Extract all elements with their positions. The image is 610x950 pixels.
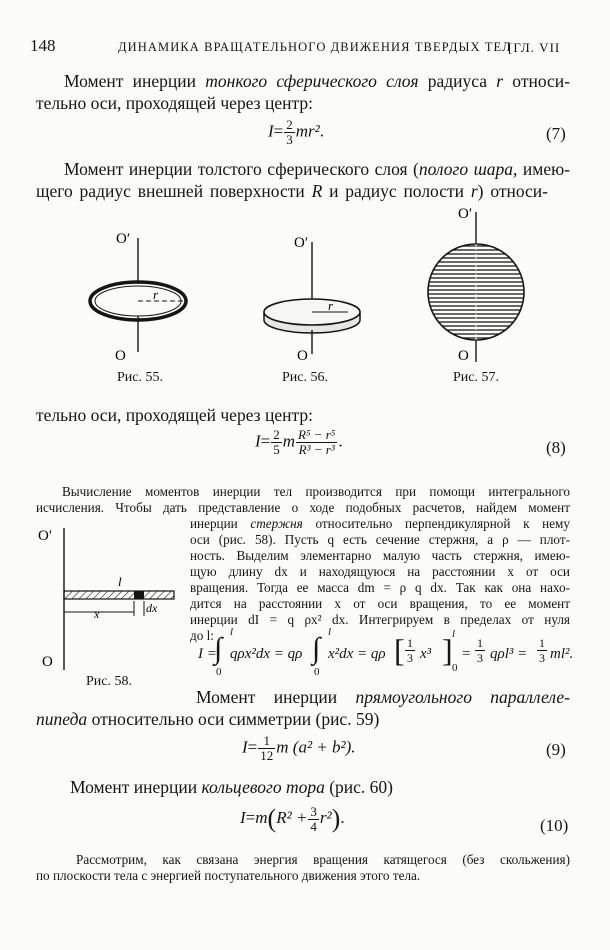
figure-56-caption: Рис. 56. [282,370,328,385]
figures-55-57 [0,0,610,400]
figure-58-bottom-label: O [42,654,53,670]
small-text-line-1: Вычисление моментов инерции тел производится при помощи интегрального [62,484,570,499]
equation-9-number: (9) [546,740,566,759]
paragraph-1-line-1: Момент инерции тонкого сферического слоя радиуса r относи- [64,71,570,91]
figure-57-top-label: O′ [458,206,473,222]
figure-55-caption: Рис. 55. [117,370,163,385]
paragraph-5: Момент инерции кольцевого тора (рис. 60) [70,777,394,797]
small-text-line-2: исчисления. Чтобы дать представление о ходе подобных расчетов, найдем момент [36,500,570,515]
figure-55-ring [90,238,186,352]
figure-56-top-label: O′ [294,235,309,251]
figure-58-x-label: x [94,607,100,621]
paragraph-2-line-1: Момент инерции толстого сферического слоя (полого шара, имею- [64,159,571,179]
chapter-label: [ГЛ. VII [508,40,561,55]
small-text-line-9: инерции dI = q ρx² dx. Интегрируем в пределах от нуля [190,612,570,627]
paragraph-2-line-2: щего радиус внешней поверхности R и радиус полости r) относи- [36,181,549,201]
equation-8: I= $\frac{2}{5}$ m $\frac{\text{R⁵ − r⁵}}{\text{R³ − r³}}$ . [255,427,343,457]
small-text-line-6: щую длину dx и находящуюся на расстоянии x от оси [190,564,570,579]
page-number: 148 [30,36,56,55]
figure-58-caption: Рис. 58. [86,674,132,689]
small-text-line-7: вращения. Тогда ее масса dm = ρ q dx. Так как она нахо- [190,580,570,595]
figure-56-disk [264,242,360,354]
paragraph-1-line-2: тельно оси, проходящей через центр: [36,93,313,113]
small-text-line-10: до l: [190,628,214,643]
equation-7-number: (7) [546,124,566,143]
figure-57-sphere [428,212,524,362]
figure-56-bottom-label: O [297,348,308,364]
figure-55-top-label: O′ [116,231,131,247]
figure-56-radius-label: r [328,298,334,313]
figure-58-rod [30,520,190,680]
small-text-line-5: ность. Выделим элементарно малую часть стержня, имею- [190,548,570,563]
figure-58-dx-label: dx [146,601,158,615]
paragraph-3: тельно оси, проходящей через центр: [36,405,313,425]
figure-57-caption: Рис. 57. [453,370,499,385]
small-text-line-8: дится на расстоянии x от оси вращения, то ее момент [190,596,570,611]
figure-57-bottom-label: O [458,348,469,364]
figure-58-top-label: O′ [38,528,53,544]
equation-7: I= $\frac{2}{3}$ mr². [268,117,325,147]
figure-55-radius-label: r [153,287,159,302]
equation-9: I= $\frac{1}{12}$ m (a² + b²). [242,733,356,763]
figure-58-length-label: l [118,574,122,589]
small-text-line-3: инерции стержня относительно перпендикулярной к нему [190,516,570,531]
running-title: ДИНАМИКА ВРАЩАТЕЛЬНОГО ДВИЖЕНИЯ ТВЕРДЫХ ТЕЛ [118,40,512,54]
integral-equation: I = ∫ l 0 qρx²dx = qρ ∫ l 0 x²dx = qρ [ $\frac{1}{3}$ x³ ] l 0 = $\frac{1}{3}$ qρl³ = $\frac{1}{3}$ ml². [198,626,574,678]
bottom-text-line-1: Рассмотрим, как связана энергия вращения катящегося (без скольжения) [76,852,570,867]
equation-10: I=m(R² + $\frac{3}{4}$ r²). [240,803,345,834]
small-text-line-4: оси (рис. 58). Пусть q есть сечение стержня, а ρ — плот- [190,532,570,547]
paragraph-4-line-1: Момент инерции прямоугольного параллеле- [196,687,570,707]
equation-10-number: (10) [540,816,569,835]
equation-8-number: (8) [546,438,566,457]
bottom-text-line-2: по плоскости тела с энергией поступательного движения этого тела. [36,868,421,883]
figure-55-bottom-label: O [115,348,126,364]
paragraph-4-line-2: пипеда относительно оси симметрии (рис. 59) [36,709,380,729]
